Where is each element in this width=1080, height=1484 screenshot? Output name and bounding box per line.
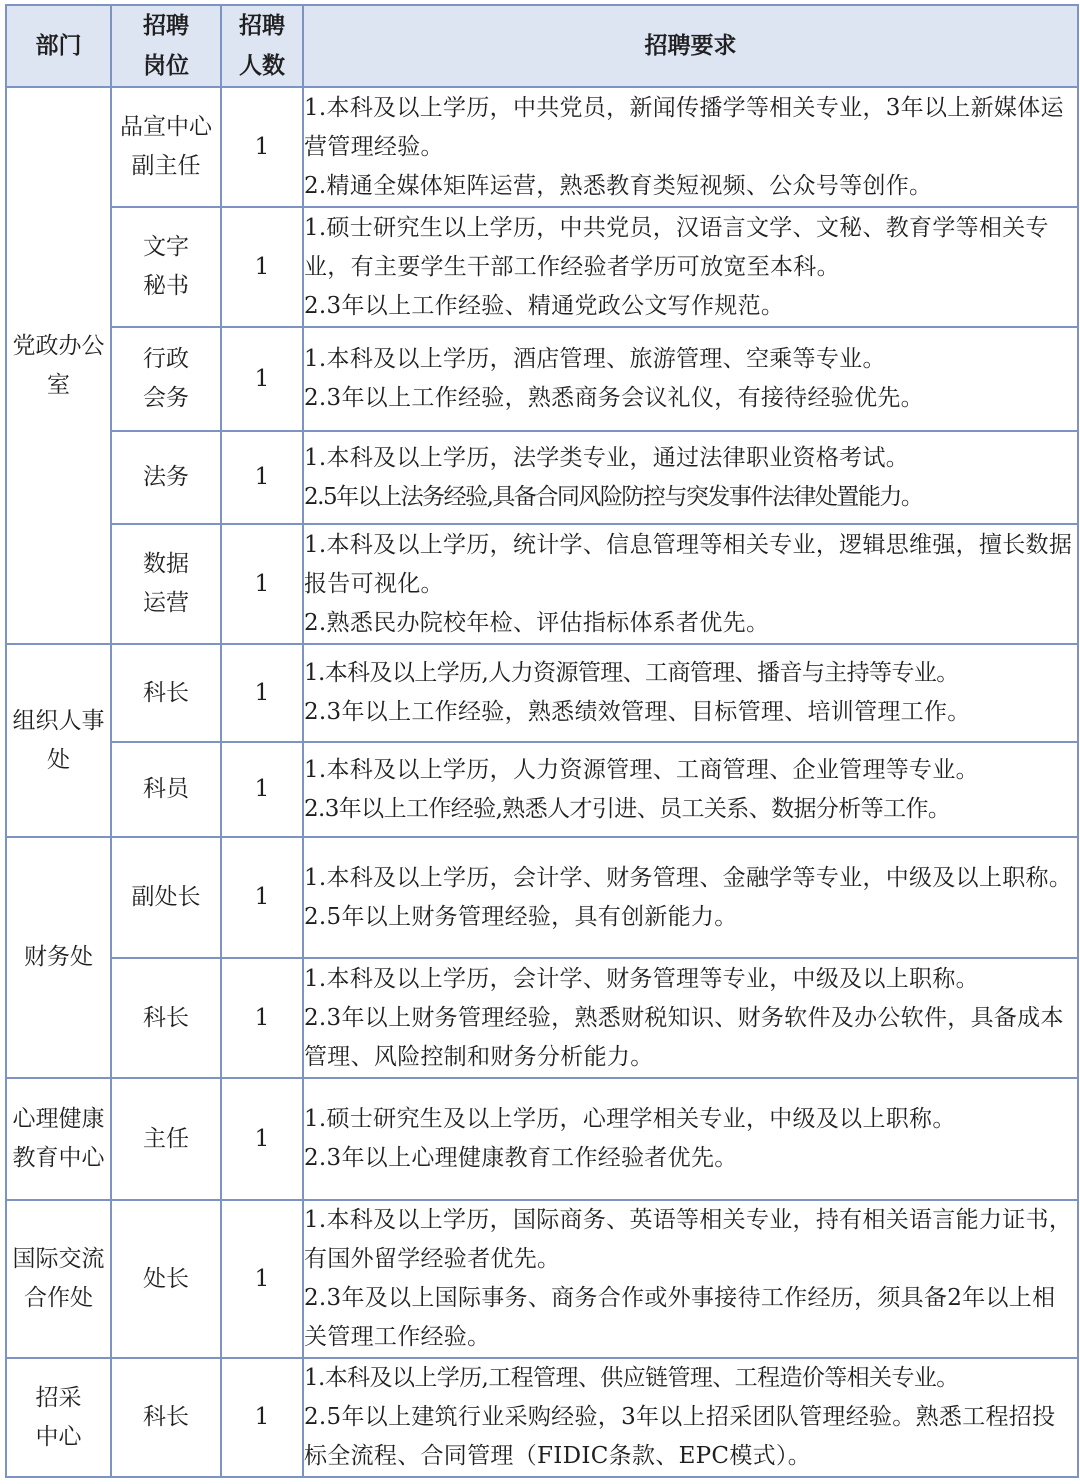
table-row [6, 87, 1078, 207]
requirement-line: 1.本科及以上学历，人力资源管理、工商管理、企业管理等专业。 [304, 756, 979, 783]
position-cell: 科长 [111, 958, 221, 1078]
count-cell: 1 [221, 837, 303, 958]
requirements-cell [303, 837, 1078, 958]
count-cell: 1 [221, 524, 303, 644]
count-cell: 1 [221, 958, 303, 1078]
requirements-cell [303, 524, 1078, 644]
requirement-line: 2.3年以上工作经验，熟悉商务会议礼仪，有接待经验优先。 [304, 385, 924, 411]
requirements-cell [303, 1078, 1078, 1200]
requirement-line: 1.本科及以上学历,人力资源管理、工商管理、播音与主持等专业。 [304, 660, 959, 686]
dept-cell: 党政办公室 [6, 87, 111, 644]
table-row [6, 207, 1078, 327]
position-cell: 科长 [111, 1358, 221, 1477]
position-cell: 科长 [111, 644, 221, 742]
requirements-cell [303, 1358, 1078, 1477]
header-position: 招聘岗位 [111, 5, 221, 87]
requirement-line: 1.本科及以上学历，会计学、财务管理、金融学等专业，中级及以上职称。 [304, 864, 1073, 891]
requirement-line: 2.3年以上工作经验，熟悉绩效管理、目标管理、培训管理工作。 [304, 699, 971, 725]
requirements-cell [303, 87, 1078, 207]
position-cell: 法务 [111, 431, 221, 524]
requirements-cell [303, 742, 1078, 837]
recruitment-table [5, 4, 1079, 1478]
table-row [6, 524, 1078, 644]
count-cell: 1 [221, 644, 303, 742]
position-cell: 处长 [111, 1200, 221, 1358]
count-cell: 1 [221, 431, 303, 524]
position-cell: 品宣中心副主任 [111, 87, 221, 207]
requirement-line: 1.本科及以上学历，国际商务、英语等相关专业，持有相关语言能力证书，有国外留学经验者优先。 [304, 1207, 1073, 1272]
requirement-line: 2.3年以上心理健康教育工作经验者优先。 [304, 1145, 738, 1171]
requirement-line: 1.本科及以上学历，统计学、信息管理等相关专业，逻辑思维强，擅长数据报告可视化。 [304, 531, 1073, 597]
requirements-cell [303, 207, 1078, 327]
requirement-line: 1.硕士研究生以上学历，中共党员，汉语言文学、文秘、教育学等相关专业，有主要学生干部工作经验者学历可放宽至本科。 [304, 214, 1049, 280]
requirements-cell [303, 1200, 1078, 1358]
table-row [6, 327, 1078, 431]
requirement-line: 2.5年以上法务经验,具备合同风险防控与突发事件法律处置能力。 [304, 483, 923, 510]
requirement-line: 2.3年及以上国际事务、商务合作或外事接待工作经历，须具备2年以上相关管理工作经验。 [304, 1285, 1056, 1350]
dept-cell: 财务处 [6, 837, 111, 1078]
dept-cell: 招采中心 [6, 1358, 111, 1477]
position-cell: 副处长 [111, 837, 221, 958]
table-row [6, 644, 1078, 742]
table-row [6, 431, 1078, 524]
requirements-cell [303, 644, 1078, 742]
header-requirements: 招聘要求 [303, 5, 1078, 87]
requirement-line: 2.5年以上建筑行业采购经验，3年以上招采团队管理经验。熟悉工程招投标全流程、合同管理（FIDIC条款、EPC模式）。 [304, 1404, 1056, 1469]
requirement-line: 1.硕士研究生及以上学历，心理学相关专业，中级及以上职称。 [304, 1106, 956, 1132]
table-row [6, 742, 1078, 837]
requirement-line: 2.5年以上财务管理经验，具有创新能力。 [304, 903, 738, 930]
requirement-line: 1.本科及以上学历，会计学、财务管理等专业，中级及以上职称。 [304, 965, 979, 992]
dept-cell: 心理健康教育中心 [6, 1078, 111, 1200]
header-count: 招聘人数 [221, 5, 303, 87]
dept-cell: 国际交流合作处 [6, 1200, 111, 1358]
requirement-line: 2.精通全媒体矩阵运营，熟悉教育类短视频、公众号等创作。 [304, 172, 933, 199]
count-cell: 1 [221, 742, 303, 837]
table-row [6, 1078, 1078, 1200]
header-row [6, 5, 1078, 87]
count-cell: 1 [221, 327, 303, 431]
requirements-cell [303, 327, 1078, 431]
requirement-line: 1.本科及以上学历，法学类专业，通过法律职业资格考试。 [304, 444, 910, 471]
position-cell: 行政会务 [111, 327, 221, 431]
header-dept: 部门 [6, 5, 111, 87]
position-cell: 主任 [111, 1078, 221, 1200]
dept-cell: 组织人事处 [6, 644, 111, 837]
requirement-line: 1.本科及以上学历，酒店管理、旅游管理、空乘等专业。 [304, 346, 886, 372]
position-cell: 科员 [111, 742, 221, 837]
requirement-line: 2.3年以上财务管理经验，熟悉财税知识、财务软件及办公软件，具备成本管理、风险控制和财务分析能力。 [304, 1004, 1064, 1070]
requirement-line: 1.本科及以上学历,工程管理、供应链管理、工程造价等相关专业。 [304, 1365, 959, 1391]
requirement-line: 2.熟悉民办院校年检、评估指标体系者优先。 [304, 609, 770, 636]
requirement-line: 2.3年以上工作经验、精通党政公文写作规范。 [304, 292, 785, 319]
table-row [6, 1358, 1078, 1477]
requirements-cell [303, 431, 1078, 524]
count-cell: 1 [221, 1078, 303, 1200]
requirement-line: 1.本科及以上学历，中共党员，新闻传播学等相关专业，3年以上新媒体运营管理经验。 [304, 94, 1064, 160]
count-cell: 1 [221, 1200, 303, 1358]
table-row [6, 958, 1078, 1078]
count-cell: 1 [221, 1358, 303, 1477]
count-cell: 1 [221, 87, 303, 207]
position-cell: 数据运营 [111, 524, 221, 644]
table-row [6, 837, 1078, 958]
requirements-cell [303, 958, 1078, 1078]
count-cell: 1 [221, 207, 303, 327]
requirement-line: 2.3年以上工作经验,熟悉人才引进、员工关系、数据分析等工作。 [304, 795, 951, 822]
position-cell: 文字秘书 [111, 207, 221, 327]
table-row [6, 1200, 1078, 1358]
